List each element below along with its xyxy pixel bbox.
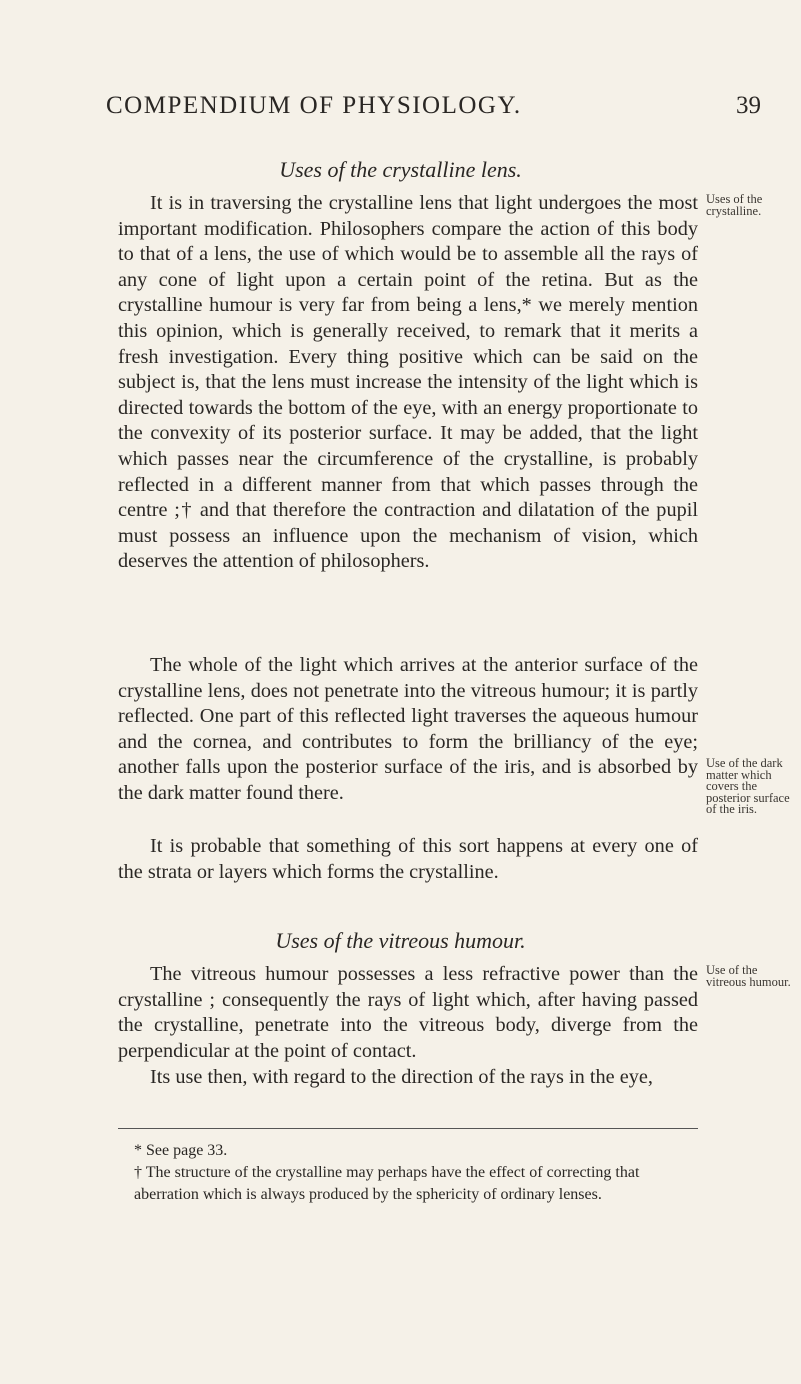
margin-note-dark-matter: Use of the dark matter which covers the posterior surface of the iris. [706,756,790,816]
paragraph-vitreous-1: The vitreous humour possesses a less refractive power than the crystalline ; consequently the rays of light which, after having passed the crystalline, penetrate into the vitreous body, diverge from the perpendicular at the point of contact. [118,963,698,1062]
footnote-2: † The structure of the crystalline may perhaps have the effect of correcting that aberration which is always produced by the sphericity of ordinary lenses. [134,1164,640,1203]
footnotes [118,1140,698,1206]
section-heading-crystalline: Uses of the crystalline lens. [279,157,522,182]
paragraph-vitreous-2: Its use then, with regard to the direction of the rays in the eye, [150,1066,653,1088]
margin-note-vitreous: Use of the vitreous humour. [706,963,791,989]
footnote-divider [118,1128,698,1129]
page-number: 39 [736,92,761,119]
footnote-1: * See page 33. [134,1142,228,1159]
paragraph-crystalline-3: It is probable that something of this sort happens at every one of the strata or layers which forms the crystalline. [118,835,698,883]
running-title: COMPENDIUM OF PHYSIOLOGY. [106,92,522,119]
paragraph-crystalline-2: The whole of the light which arrives at the anterior surface of the crystalline lens, does not penetrate into the vitreous humour; it is partly reflected. One part of this reflected light traverses the aqueous humour and the cornea, and contributes to form the brilliancy of the eye; another falls upon the posterior surface of the iris, and is absorbed by the dark matter found there. [118,654,698,804]
running-head [0,92,801,128]
paragraph-crystalline-1: It is in traversing the crystalline lens that light undergoes the most important modification. Philosophers compare the action of this body to that of a lens, the use of which would be to assemble all the rays of any cone of light upon a certain point of the retina. But as the crystalline humour is very far from being a lens,* we merely mention this opinion, which is generally received, to remark that it merits a fresh investigation. Every thing positive which can be said on the subject is, that the lens must increase the intensity of the light which is directed towards the bottom of the eye, with an energy proportionate to the convexity of its posterior surface. It may be added, that the light which passes near the circumference of the crystalline, is probably reflected in a different manner from that which passes through the centre ;† and that therefore the contraction and dilatation of the pupil must possess an influence upon the mechanism of vision, which deserves the attention of philosophers. [118,192,698,573]
margin-note-crystalline: Uses of the crystalline. [706,192,763,218]
section-heading-vitreous: Uses of the vitreous humour. [275,928,526,953]
